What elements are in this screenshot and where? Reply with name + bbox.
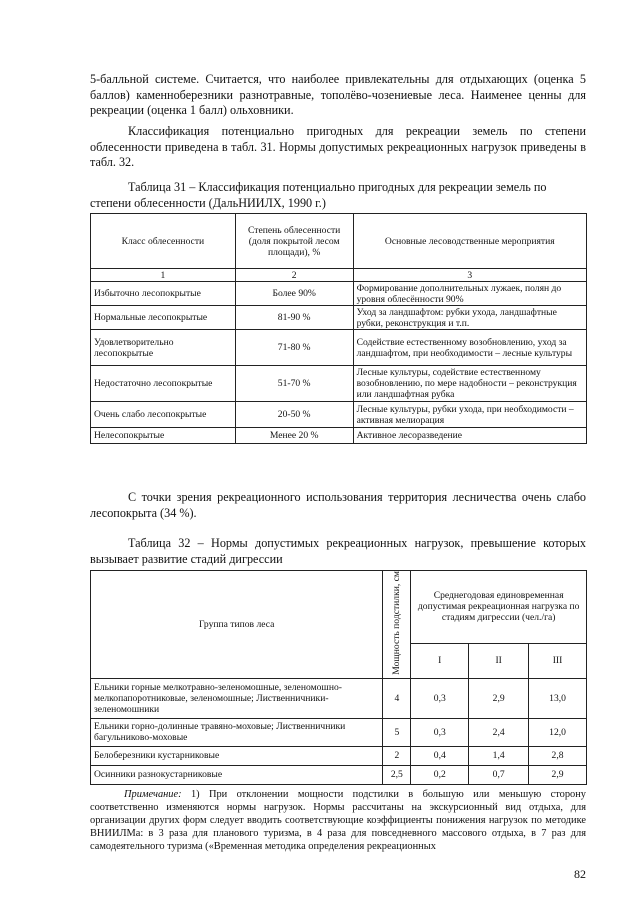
t32-cell: 13,0 bbox=[529, 678, 587, 718]
t31-colnum: 1 bbox=[91, 269, 236, 282]
note-label: Примечание: bbox=[124, 789, 182, 800]
t32-cell: 5 bbox=[383, 718, 411, 746]
t31-cell: Содействие естественному возобновлению, уход за ландшафтом, при необходимости – лесные культуры bbox=[353, 330, 586, 366]
t32-cell: Осинники разнокустарниковые bbox=[91, 765, 383, 784]
t31-header-measures: Основные лесоводственные мероприятия bbox=[353, 214, 586, 269]
t32-cell: 0,4 bbox=[411, 746, 469, 765]
table31-caption: Таблица 31 – Классификация потенциально пригодных для рекреации земель по степени облесенности (ДальНИИЛХ, 1990 г.) bbox=[90, 180, 547, 210]
t32-cell: 2,4 bbox=[469, 718, 529, 746]
t32-cell: Белоберезники кустарниковые bbox=[91, 746, 383, 765]
t31-cell: Активное лесоразведение bbox=[353, 428, 586, 444]
t32-cell: 4 bbox=[383, 678, 411, 718]
t32-stage: II bbox=[469, 643, 529, 678]
table-row bbox=[91, 428, 587, 444]
t31-cell: Формирование дополнительных лужаек, полян до уровня облесённости 90% bbox=[353, 282, 586, 306]
t31-cell: 71-80 % bbox=[235, 330, 353, 366]
table-row bbox=[91, 306, 587, 330]
t31-cell: Менее 20 % bbox=[235, 428, 353, 444]
t32-cell: Ельники горные мелкотравно-зеленомошные, зеленомошно-мелкопапоротниковые, зеленомошные; Лиственничники-зеленомошники bbox=[91, 678, 383, 718]
paragraph-3: С точки зрения рекреационного использования территория лесничества очень слабо лесопокрыта (34 %). bbox=[90, 490, 586, 520]
paragraph-1: 5-балльной системе. Считается, что наиболее привлекательны для отдыхающих (оценка 5 баллов) каменноберезники разнотравные, тополёво-чозениевые леса. Наименее ценны для рекреации (оценка 1 балл) ольховники. bbox=[90, 72, 586, 118]
t32-header-power-text: Мощность подстилки, см bbox=[391, 571, 403, 675]
t32-header-group: Группа типов леса bbox=[91, 571, 383, 679]
t31-colnum: 3 bbox=[353, 269, 586, 282]
t32-cell: 0,3 bbox=[411, 718, 469, 746]
paragraph-2: Классификация потенциально пригодных для рекреации земель по степени облесенности приведена в табл. 31. Нормы допустимых рекреационных нагрузок приведены в табл. 32. bbox=[90, 124, 586, 170]
t32-cell: 12,0 bbox=[529, 718, 587, 746]
table-row bbox=[91, 718, 587, 746]
t32-stage: III bbox=[529, 643, 587, 678]
table-note bbox=[90, 788, 586, 853]
table-row bbox=[91, 765, 587, 784]
t32-cell: 1,4 bbox=[469, 746, 529, 765]
table-row bbox=[91, 366, 587, 402]
t32-cell: 0,7 bbox=[469, 765, 529, 784]
table-row bbox=[91, 678, 587, 718]
t31-cell: Нормальные лесопокрытые bbox=[91, 306, 236, 330]
t31-cell: Более 90% bbox=[235, 282, 353, 306]
table-row bbox=[91, 746, 587, 765]
t31-cell: Лесные культуры, содействие естественному возобновлению, по мере надобности – реконструкция или ландшафтная рубка bbox=[353, 366, 586, 402]
note-text: 1) При отклонении мощности подстилки в большую или меньшую сторону соответственно изменяются нормы нагрузок. Нормы рассчитаны на экскурсионный вид отдыха, для организации других форм следует вводить соответствующие коэффициенты понижения нагрузок по методике ВНИИЛМа: в 3 раза для планового туризма, в 4 раза для повседневного массового отдыха, в 7 раз для самодеятельного туризма («Временная методика определения рекреационных bbox=[90, 789, 586, 852]
t32-cell: 2,9 bbox=[529, 765, 587, 784]
t32-cell: 2,5 bbox=[383, 765, 411, 784]
t31-cell: 51-70 % bbox=[235, 366, 353, 402]
table-row bbox=[91, 282, 587, 306]
t32-header-power bbox=[383, 571, 411, 679]
t32-cell: 0,3 bbox=[411, 678, 469, 718]
t32-cell: Ельники горно-долинные травяно-моховые; Лиственничники багульниково-моховые bbox=[91, 718, 383, 746]
t31-cell: Недостаточно лесопокрытые bbox=[91, 366, 236, 402]
page-number: 82 bbox=[574, 867, 586, 881]
t32-cell: 2,8 bbox=[529, 746, 587, 765]
t31-cell: Избыточно лесопокрытые bbox=[91, 282, 236, 306]
t31-header-class: Класс облесенности bbox=[91, 214, 236, 269]
table-row bbox=[91, 402, 587, 428]
t31-header-degree: Степень облесенности (доля покрытой лесом площади), % bbox=[235, 214, 353, 269]
t31-colnum: 2 bbox=[235, 269, 353, 282]
table-32 bbox=[90, 570, 587, 785]
t31-cell: Уход за ландшафтом: рубки ухода, ландшафтные рубки, реконструкция и т.п. bbox=[353, 306, 586, 330]
t32-cell: 2 bbox=[383, 746, 411, 765]
t31-cell: Удовлетворительно лесопокрытые bbox=[91, 330, 236, 366]
t31-cell: 20-50 % bbox=[235, 402, 353, 428]
t32-stage: I bbox=[411, 643, 469, 678]
t31-cell: Лесные культуры, рубки ухода, при необходимости – активная мелиорация bbox=[353, 402, 586, 428]
t31-cell: 81-90 % bbox=[235, 306, 353, 330]
table-31 bbox=[90, 213, 587, 444]
table32-caption: Таблица 32 – Нормы допустимых рекреационных нагрузок, превышение которых вызывает развитие стадий дигрессии bbox=[90, 536, 586, 566]
t32-header-load: Среднегодовая единовременная допустимая рекреационная нагрузка по стадиям дигрессии (чел./га) bbox=[411, 571, 587, 644]
t31-cell: Очень слабо лесопокрытые bbox=[91, 402, 236, 428]
t32-cell: 0,2 bbox=[411, 765, 469, 784]
t32-cell: 2,9 bbox=[469, 678, 529, 718]
t31-cell: Нелесопокрытые bbox=[91, 428, 236, 444]
table-row bbox=[91, 330, 587, 366]
